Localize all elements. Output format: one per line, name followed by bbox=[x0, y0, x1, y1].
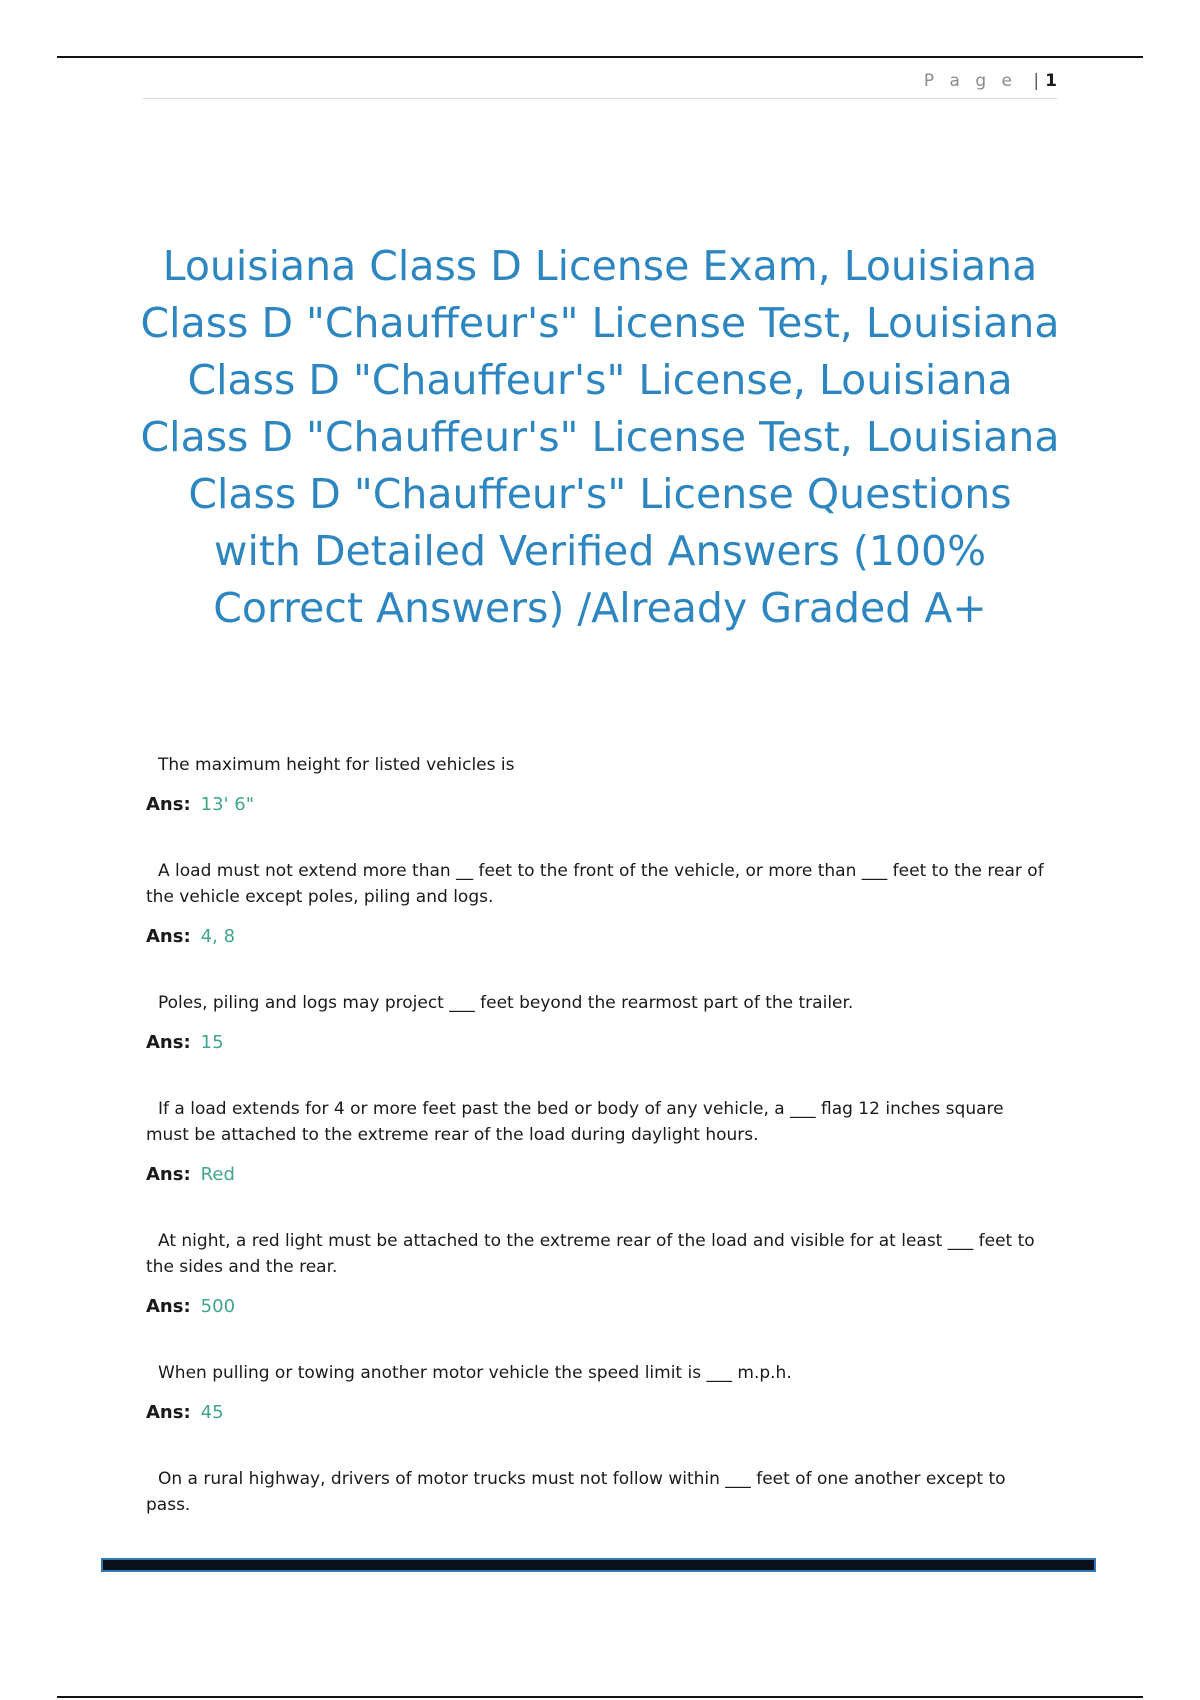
question-text: Poles, piling and logs may project ___ feet beyond the rearmost part of the trailer. bbox=[158, 993, 854, 1013]
question-text: At night, a red light must be attached to the extreme rear of the load and visible for at least ___ feet to the sides and the rear. bbox=[146, 1231, 1035, 1277]
answer-line bbox=[146, 792, 1046, 818]
answer-label: Ans: bbox=[146, 1296, 191, 1317]
answer-value: 4, 8 bbox=[200, 926, 236, 947]
answer-value: 15 bbox=[200, 1032, 224, 1053]
question-text: If a load extends for 4 or more feet past the bed or body of any vehicle, a ___ flag 12 inches square must be attached to the extreme rear of the load during daylight hours. bbox=[146, 1099, 1004, 1145]
answer-label: Ans: bbox=[146, 926, 191, 947]
answer-line bbox=[146, 924, 1046, 950]
answer-line bbox=[146, 1400, 1046, 1426]
qa-item bbox=[146, 1228, 1046, 1320]
answer-label: Ans: bbox=[146, 1402, 191, 1423]
page-separator: | bbox=[1033, 71, 1040, 91]
qa-list bbox=[146, 752, 1046, 1518]
answer-value: 500 bbox=[200, 1296, 236, 1317]
page-label: P a g e bbox=[923, 71, 1017, 91]
qa-item bbox=[146, 1096, 1046, 1188]
answer-label: Ans: bbox=[146, 1032, 191, 1053]
answer-label: Ans: bbox=[146, 1164, 191, 1185]
question-text: The maximum height for listed vehicles is bbox=[158, 755, 515, 775]
answer-value: 13' 6" bbox=[200, 794, 254, 815]
answer-line bbox=[146, 1294, 1046, 1320]
answer-value: Red bbox=[200, 1164, 235, 1185]
document-title: Louisiana Class D License Exam, Louisiana Class D "Chauffeur's" License Test, Louisiana Class D "Chauffeur's" License, Louisiana Class D "Chauffeur's" License Test, Louisiana Class D "Chauffeur's" License Questions with Detailed Verified Answers (100% Correct Answers) /Already Graded A+ bbox=[140, 242, 1060, 632]
page-number bbox=[1033, 71, 1057, 91]
qa-item bbox=[146, 752, 1046, 818]
answer-line bbox=[146, 1162, 1046, 1188]
question-text: On a rural highway, drivers of motor trucks must not follow within ___ feet of one another except to pass. bbox=[146, 1469, 1006, 1515]
question-text: A load must not extend more than __ feet to the front of the vehicle, or more than ___ feet to the rear of the vehicle except poles, piling and logs. bbox=[146, 861, 1044, 907]
top-rule bbox=[57, 56, 1143, 58]
answer-label: Ans: bbox=[146, 794, 191, 815]
page-number-value: 1 bbox=[1045, 71, 1057, 91]
qa-item bbox=[146, 1360, 1046, 1426]
footer-bar bbox=[101, 1558, 1096, 1572]
qa-item bbox=[146, 990, 1046, 1056]
page-header bbox=[143, 66, 1057, 99]
qa-item bbox=[146, 1466, 1046, 1518]
answer-line bbox=[146, 1030, 1046, 1056]
qa-item bbox=[146, 858, 1046, 950]
bottom-rule bbox=[57, 1696, 1143, 1698]
answer-value: 45 bbox=[200, 1402, 224, 1423]
question-text: When pulling or towing another motor vehicle the speed limit is ___ m.p.h. bbox=[158, 1363, 792, 1383]
